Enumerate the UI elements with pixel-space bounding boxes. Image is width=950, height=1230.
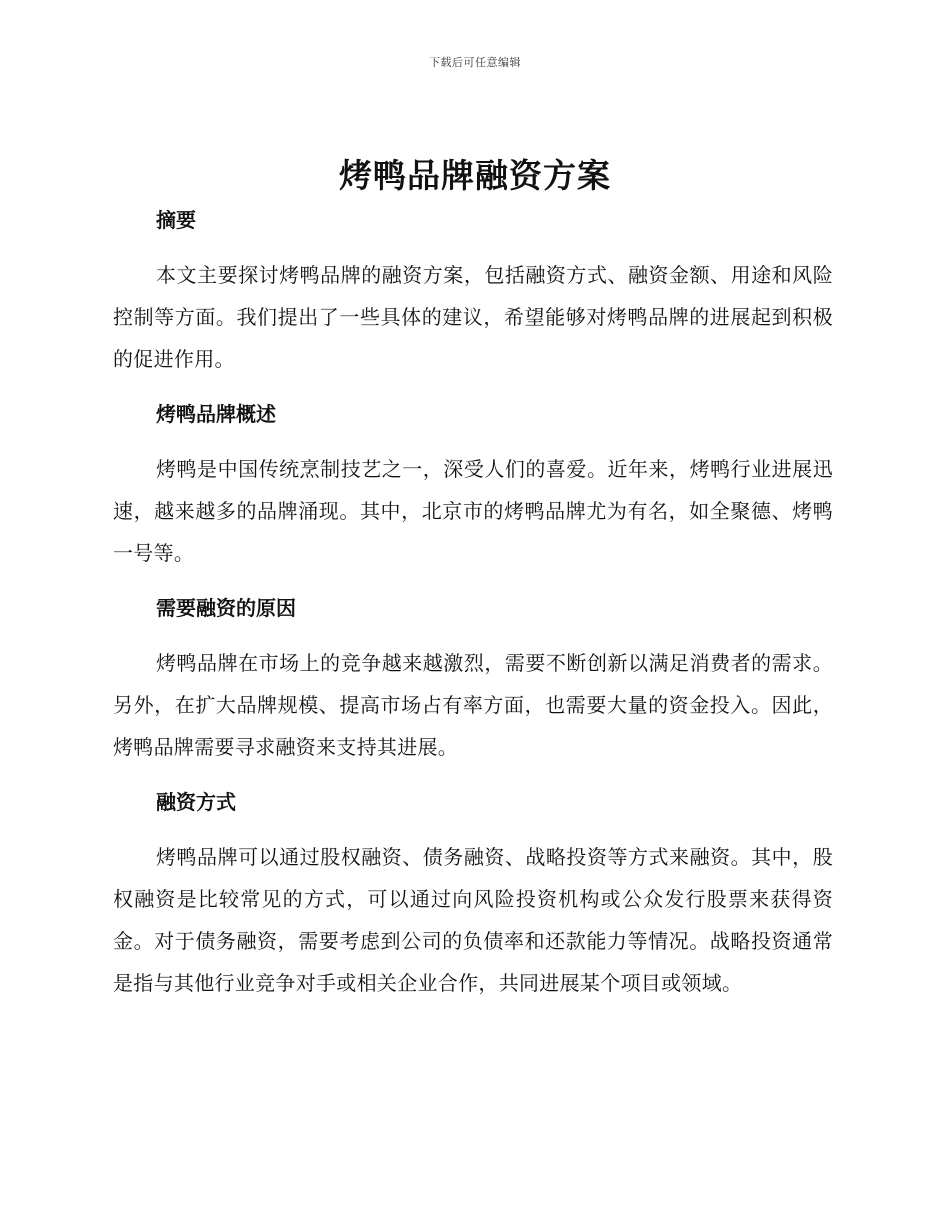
section-paragraph-abstract: 本文主要探讨烤鸭品牌的融资方案，包括融资方式、融资金额、用途和风险控制等方面。我们提出了一些具体的建议，希望能够对烤鸭品牌的进展起到积极的促进作用。: [113, 263, 833, 371]
section-paragraph-reasons: 烤鸭品牌在市场上的竞争越来越激烈，需要不断创新以满足消费者的需求。另外，在扩大品牌规模、提高市场占有率方面，也需要大量的资金投入。因此，烤鸭品牌需要寻求融资来支持其进展。: [113, 651, 833, 759]
section-paragraph-overview: 烤鸭是中国传统烹制技艺之一，深受人们的喜爱。近年来，烤鸭行业进展迅速，越来越多的品牌涌现。其中，北京市的烤鸭品牌尤为有名，如全聚德、烤鸭一号等。: [113, 457, 833, 565]
document-body: [113, 200, 833, 1004]
section-heading-reasons: 需要融资的原因: [156, 596, 296, 620]
document-title: 烤鸭品牌融资方案: [339, 156, 611, 195]
section-paragraph-financing-methods: 烤鸭品牌可以通过股权融资、债务融资、战略投资等方式来融资。其中，股权融资是比较常见的方式，可以通过向风险投资机构或公众发行股票来获得资金。对于债务融资，需要考虑到公司的负债率和还款能力等情况。战略投资通常是指与其他行业竞争对手或相关企业合作，共同进展某个项目或领域。: [113, 845, 833, 995]
section-heading-abstract: 摘要: [156, 208, 196, 232]
header-note: 下载后可任意编辑: [429, 56, 521, 69]
section-heading-financing-methods: 融资方式: [156, 790, 236, 814]
section-heading-overview: 烤鸭品牌概述: [156, 402, 276, 426]
